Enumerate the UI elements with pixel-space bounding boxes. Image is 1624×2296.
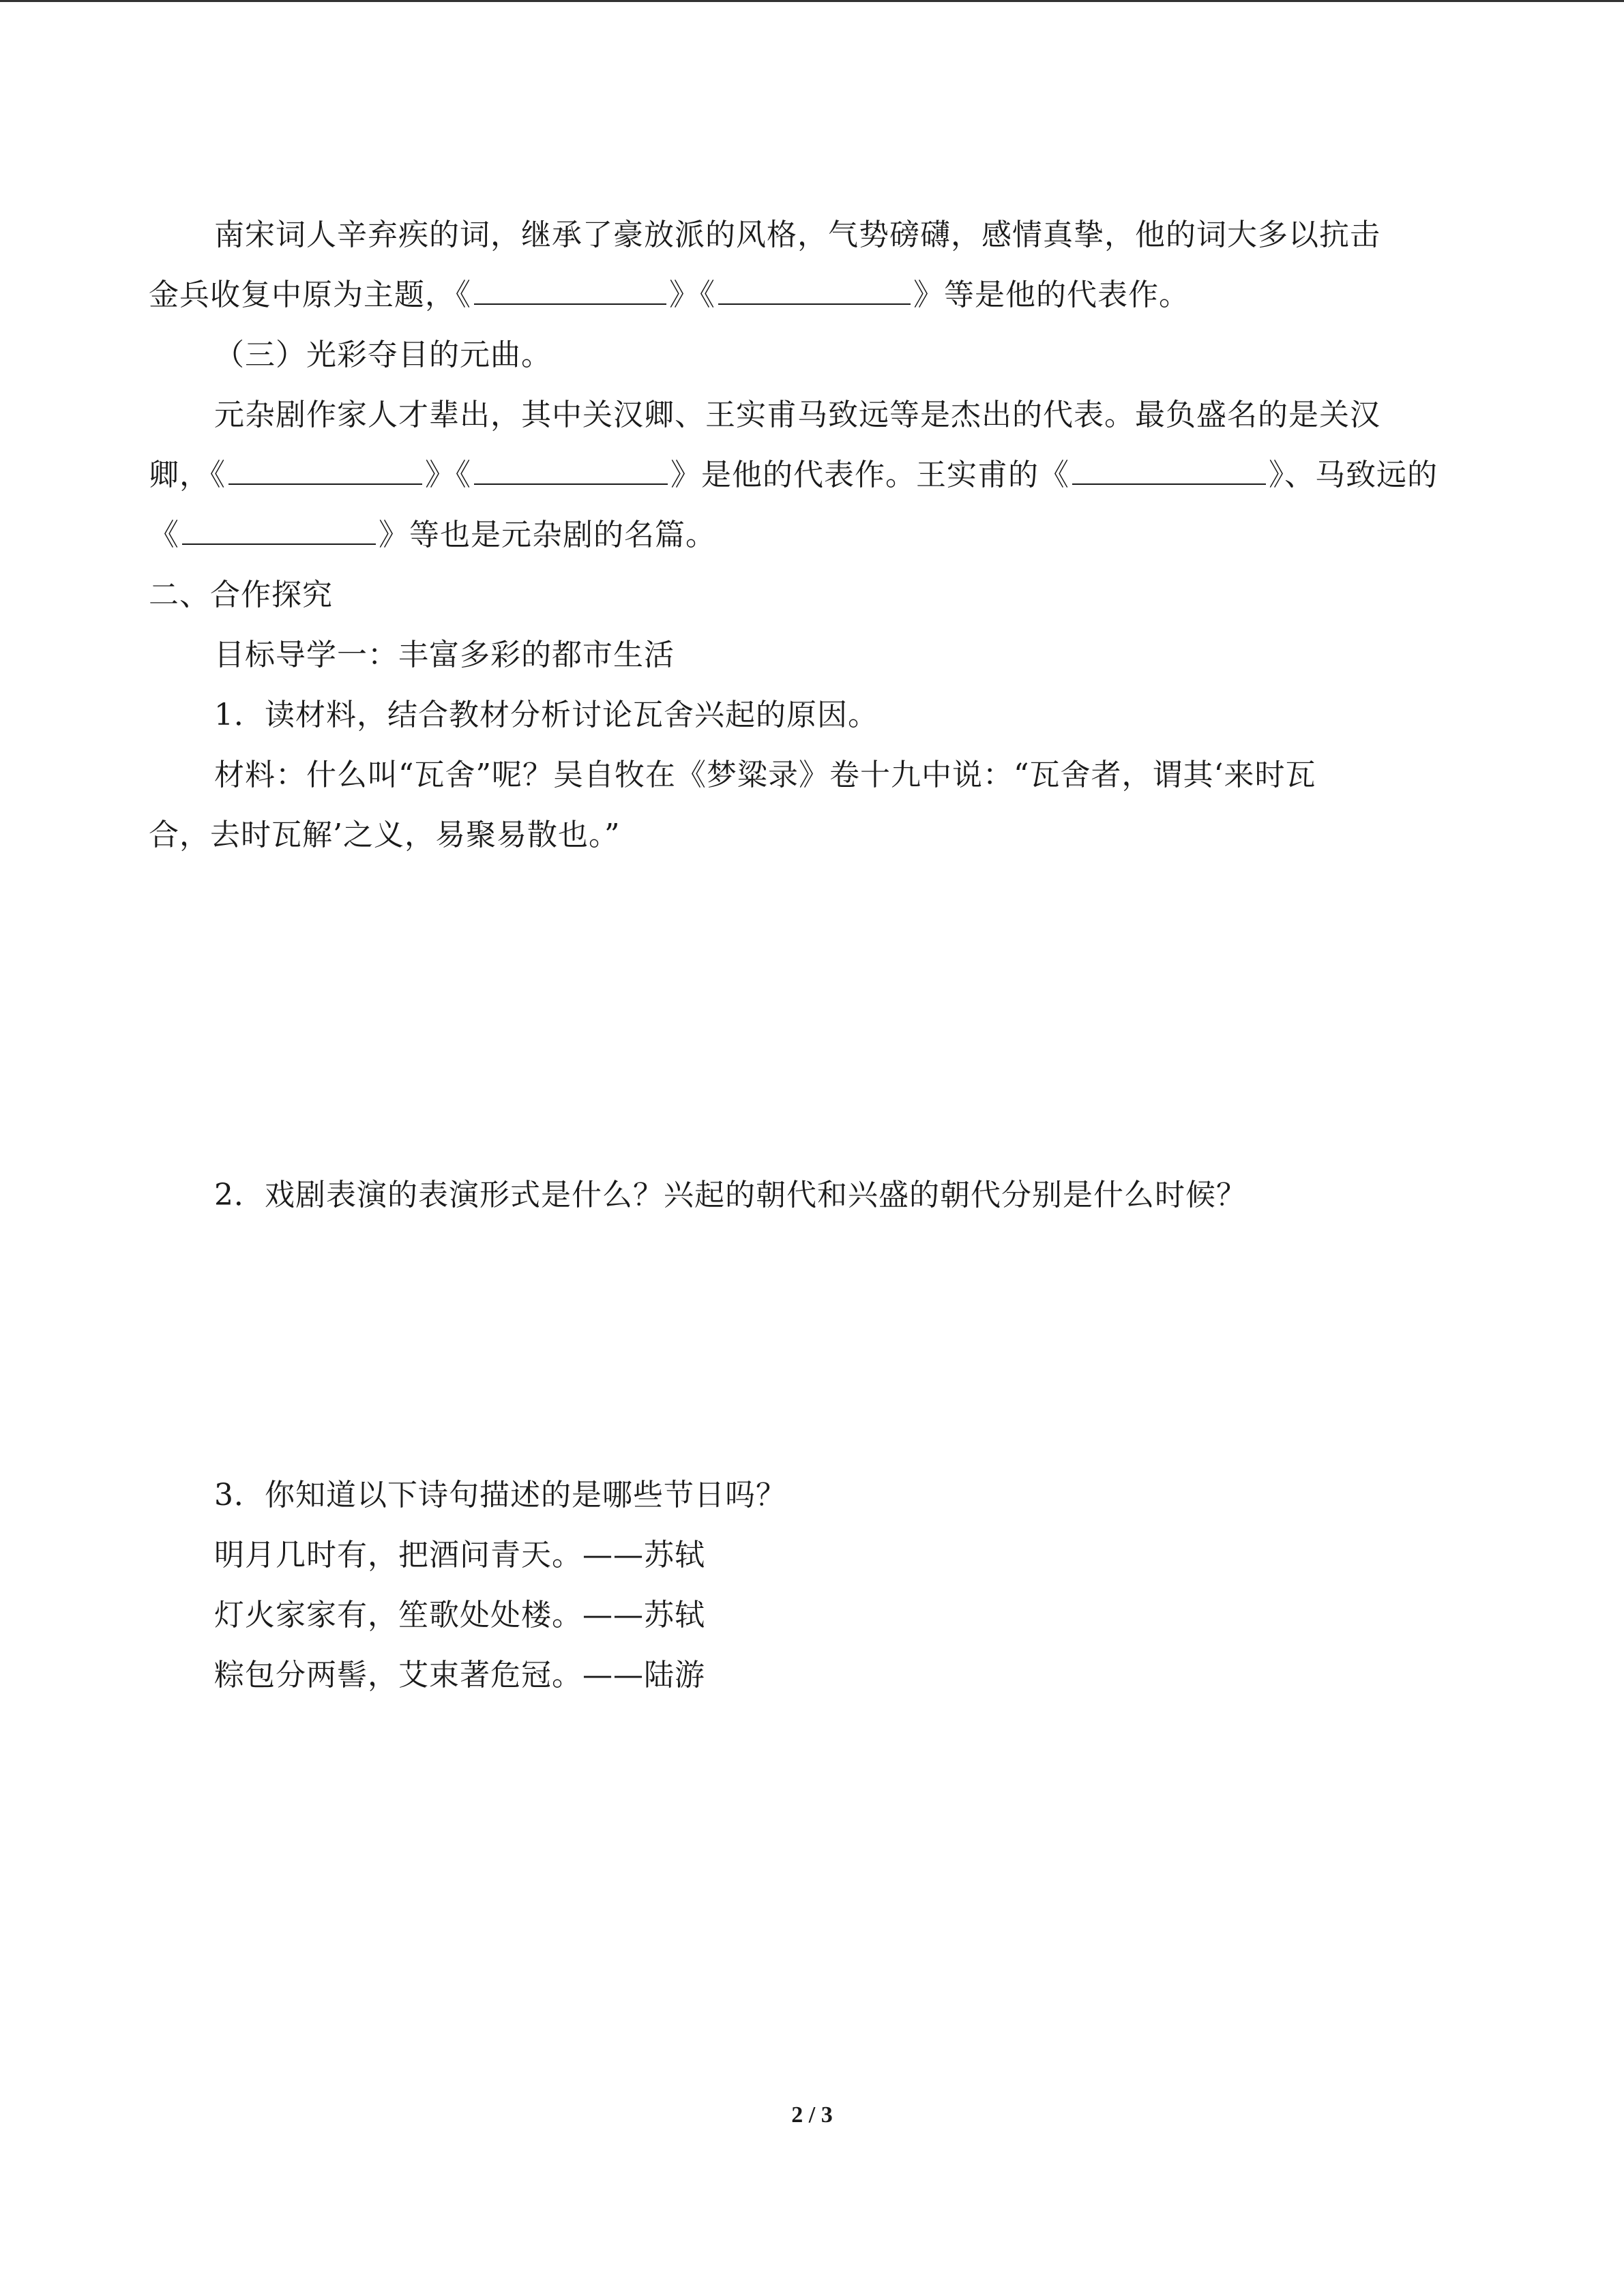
question-3-text: 3．你知道以下诗句描述的是哪些节日吗？ <box>214 1478 786 1512</box>
yuan-qu-line-3 <box>149 515 716 556</box>
material-text-2: 合，去时瓦解’之义，易聚易散也。” <box>149 818 621 852</box>
yuan-qu-text-3a: 《 <box>149 518 179 552</box>
song-ci-text-2a: 金兵收复中原为主题，《 <box>149 278 471 312</box>
song-ci-text-2b: 》《 <box>669 278 715 312</box>
fill-blank-guanhanqing-work-1[interactable] <box>228 456 422 485</box>
poem-line-2 <box>214 1595 705 1636</box>
fill-blank-xinqiji-work-1[interactable] <box>474 276 666 305</box>
question-1 <box>214 695 879 736</box>
yuan-qu-line-1 <box>214 395 1381 436</box>
fill-blank-xinqiji-work-2[interactable] <box>718 276 911 305</box>
song-ci-line-2 <box>149 275 1190 316</box>
section-2-heading-text: 二、合作探究 <box>149 578 333 612</box>
yuan-qu-text-2b: 》《 <box>425 458 471 492</box>
song-ci-text-2c: 》等是他的代表作。 <box>913 278 1190 312</box>
material-text-1: 材料：什么叫“瓦舍”呢？吴自牧在《梦粱录》卷十九中说：“瓦舍者，谓其‘来时瓦 <box>214 758 1316 792</box>
question-1-text: 1．读材料，结合教材分析讨论瓦舍兴起的原因。 <box>214 698 879 732</box>
material-line-1 <box>214 755 1316 796</box>
poem-text-1: 明月几时有，把酒问青天。——苏轼 <box>214 1538 705 1572</box>
goal-1-heading <box>214 635 675 676</box>
fill-blank-mazhiyuan-work[interactable] <box>182 516 376 545</box>
poem-text-3: 粽包分两髻，艾束著危冠。——陆游 <box>214 1658 705 1693</box>
yuan-qu-text-2c: 》是他的代表作。王实甫的《 <box>670 458 1069 492</box>
poem-text-2: 灯火家家有，笙歌处处楼。——苏轼 <box>214 1598 705 1632</box>
question-2-text: 2．戏剧表演的表演形式是什么？兴起的朝代和兴盛的朝代分别是什么时候？ <box>214 1178 1247 1212</box>
yuan-qu-text-2a: 卿，《 <box>149 458 226 492</box>
page-number: 2 / 3 <box>791 2102 833 2128</box>
song-ci-text-1: 南宋词人辛弃疾的词，继承了豪放派的风格，气势磅礴，感情真挚，他的词大多以抗击 <box>214 218 1381 252</box>
song-ci-line-1 <box>214 215 1381 256</box>
yuan-qu-heading-text: （三）光彩夺目的元曲。 <box>214 338 552 372</box>
yuan-qu-text-1: 元杂剧作家人才辈出，其中关汉卿、王实甫马致远等是杰出的代表。最负盛名的是关汉 <box>214 398 1381 432</box>
fill-blank-wangshifu-work[interactable] <box>1072 456 1266 485</box>
poem-line-3 <box>214 1655 705 1696</box>
yuan-qu-line-2 <box>149 455 1438 496</box>
section-2-heading <box>149 575 333 616</box>
question-2 <box>214 1175 1247 1216</box>
yuan-qu-text-2d: 》、马致远的 <box>1269 458 1438 492</box>
poem-line-1 <box>214 1535 705 1576</box>
material-line-2 <box>149 815 620 856</box>
goal-1-text: 目标导学一：丰富多彩的都市生活 <box>214 638 675 672</box>
document-page <box>149 0 1479 2296</box>
yuan-qu-text-3b: 》等也是元杂剧的名篇。 <box>379 518 716 552</box>
fill-blank-guanhanqing-work-2[interactable] <box>474 456 668 485</box>
yuan-qu-heading <box>214 335 552 376</box>
question-3 <box>214 1475 786 1516</box>
